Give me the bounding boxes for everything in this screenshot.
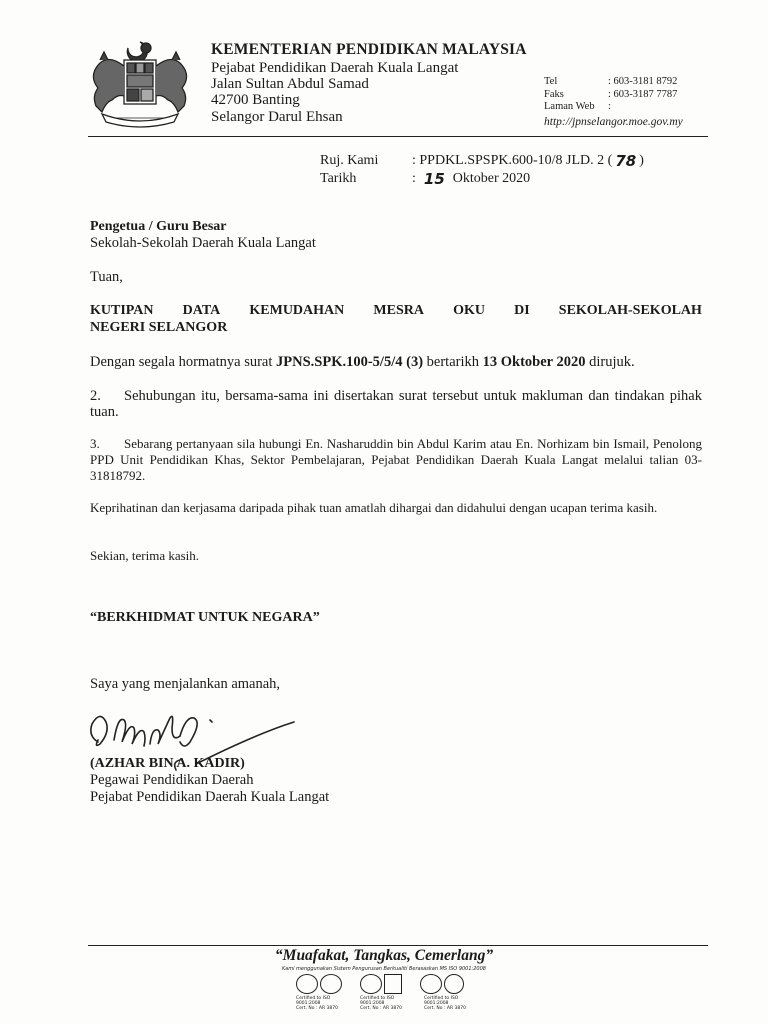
slogan: “BERKHIDMAT UNTUK NEGARA” [90, 610, 320, 625]
date-label: Tarikh [320, 171, 357, 186]
date-handwritten-day: 15 [423, 170, 445, 188]
cert-caption-2 [360, 996, 410, 1011]
subject-word: DI [514, 303, 530, 318]
ukas-logo-icon [384, 974, 402, 994]
subject-line-1 [90, 302, 702, 319]
subject-word: OKU [453, 303, 485, 318]
p1-mid: bertarikh [423, 354, 483, 370]
sirim-logo-icon [296, 974, 318, 994]
letterhead-divider [88, 136, 708, 137]
salutation: Tuan, [90, 269, 123, 285]
jsm-logo-icon [444, 974, 464, 994]
ref-handwritten-number: 78 [615, 152, 637, 170]
subject-word: KEMUDAHAN [249, 303, 345, 318]
subject-word: DATA [182, 303, 221, 318]
contact-block [544, 76, 683, 128]
p2-number: 2. [90, 388, 101, 404]
paragraph-1 [90, 354, 702, 370]
certification-logos [296, 974, 496, 1018]
p3-text: Sebarang pertanyaan sila hubungi En. Nasharuddin bin Abdul Karim atau En. Norhizam bin Ismail, Penolong PPD Unit Pendidikan Khas, Sektor Pembelajaran, Pejabat Pendidikan Daerah Kuala Langat melalui talian 03-31818792. [90, 436, 702, 483]
cert-caption-row [296, 996, 474, 1011]
recipient-line: Sekolah-Sekolah Daerah Kuala Langat [90, 235, 316, 251]
footer-divider [88, 945, 708, 946]
cert-3-line-1: Certified to ISO 9001:2008 [424, 996, 459, 1006]
letter-subject [90, 302, 702, 336]
signatory-office: Pejabat Pendidikan Daerah Kuala Langat [90, 789, 330, 805]
web-value: : [608, 101, 611, 112]
p1-ref: JPNS.SPK.100-5/5/4 (3) [276, 354, 424, 370]
cert-caption-3 [424, 996, 474, 1011]
address-postcode: 42700 Banting [211, 92, 300, 108]
cert-1-line-2: Cert. No : AR 3870 [296, 1006, 338, 1011]
cert-2-line-2: Cert. No : AR 3870 [360, 1006, 402, 1011]
paragraph-5: Sekian, terima kasih. [90, 548, 200, 563]
recipient-title: Pengetua / Guru Besar [90, 219, 227, 234]
jata-negara-crest-icon [80, 38, 200, 130]
ref-close: ) [639, 153, 644, 168]
cert-logo-group-3 [420, 974, 464, 994]
cert-1-line-1: Certified to ISO 9001:2008 [296, 996, 331, 1006]
reference-block [320, 152, 644, 188]
quality-system-note: Kami menggunakan Sistem Pengurusan Berkualiti Berasaskan MS ISO 9001:2008 [282, 966, 486, 972]
web-label: Laman Web [544, 101, 595, 112]
closing: Saya yang menjalankan amanah, [90, 676, 281, 692]
cert-logo-group-2 [360, 974, 402, 994]
iqnet-logo-icon [320, 974, 342, 994]
paragraph-2 [90, 388, 702, 420]
sirim-logo-icon [360, 974, 382, 994]
address-street: Jalan Sultan Abdul Samad [211, 76, 369, 92]
tel-label: Tel [544, 76, 558, 87]
office-name: Pejabat Pendidikan Daerah Kuala Langat [211, 60, 459, 76]
p1-pre: Dengan segala hormatnya surat [90, 354, 277, 370]
cert-caption-1 [296, 996, 346, 1011]
address-state: Selangor Darul Ehsan [211, 109, 343, 125]
p1-post: dirujuk. [585, 354, 635, 370]
fax-label: Faks [544, 88, 564, 100]
tel-value: : 603-3181 8792 [608, 76, 678, 87]
date-colon: : [412, 171, 416, 186]
ref-value: : PPDKL.SPSPK.600-10/8 JLD. 2 ( [412, 153, 613, 168]
cert-2-line-1: Certified to ISO 9001:2008 [360, 996, 395, 1006]
signatory-position: Pegawai Pendidikan Daerah [90, 772, 254, 788]
cert-logo-group-1 [296, 974, 342, 994]
fax-value: : 603-3187 7787 [608, 88, 678, 100]
subject-line-2: NEGERI SELANGOR [90, 320, 228, 335]
cert-3-line-2: Cert. No : AR 3870 [424, 1006, 466, 1011]
ref-label: Ruj. Kami [320, 153, 379, 168]
signatory-name: (AZHAR BIN A. KADIR) [90, 756, 245, 771]
paragraph-3 [90, 436, 702, 484]
date-month-year: Oktober 2020 [452, 171, 531, 186]
subject-word: SEKOLAH-SEKOLAH [558, 303, 702, 318]
subject-word: MESRA [373, 303, 424, 318]
p3-number: 3. [90, 436, 100, 451]
cert-logo-row [296, 974, 464, 994]
website-link[interactable]: http://jpnselangor.moe.gov.my [544, 115, 683, 128]
p2-text: Sehubungan itu, bersama-sama ini disertakan surat tersebut untuk makluman dan tindakan pihak tuan. [90, 388, 702, 420]
p1-date: 13 Oktober 2020 [482, 354, 586, 370]
ministry-name: KEMENTERIAN PENDIDIKAN MALAYSIA [211, 41, 527, 58]
sirim-logo-icon [420, 974, 442, 994]
footer-motto: “Muafakat, Tangkas, Cemerlang” [274, 947, 494, 964]
paragraph-4: Keprihatinan dan kerjasama daripada pihak tuan amatlah dihargai dan didahului dengan ucapan terima kasih. [90, 500, 658, 515]
subject-word: KUTIPAN [90, 303, 154, 318]
